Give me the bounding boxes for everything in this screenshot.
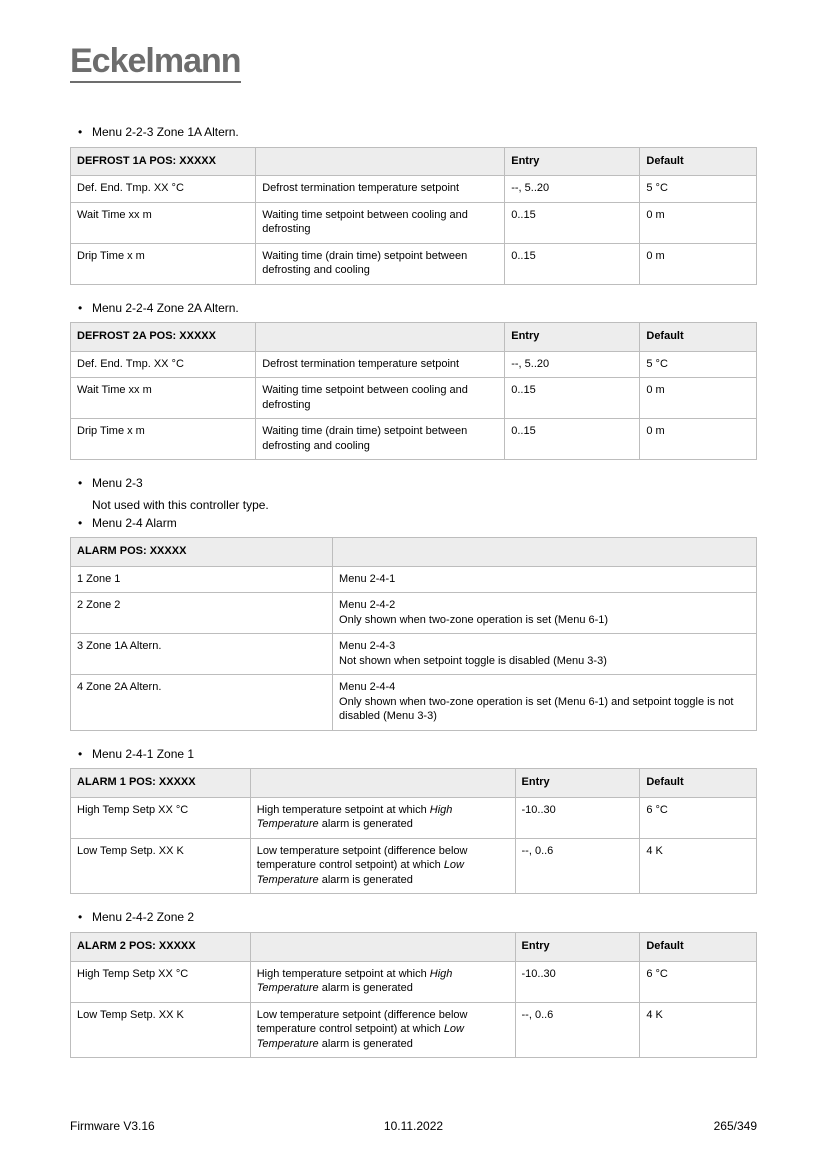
param-entry-cell: 0..15 bbox=[505, 243, 640, 284]
bullet-menu-2-2-4 bbox=[78, 301, 757, 317]
bullet-label: Menu 2-2-3 Zone 1A Altern. bbox=[92, 125, 239, 139]
menu-ref-line1: Menu 2-4-1 bbox=[339, 572, 396, 585]
table-row bbox=[71, 351, 757, 378]
menu-ref-line2: Not shown when setpoint toggle is disabled (Menu 3-3) bbox=[339, 654, 607, 667]
param-default-cell: 0 m bbox=[640, 243, 757, 284]
menu-ref-cell bbox=[333, 634, 757, 675]
bullet-icon: • bbox=[78, 476, 83, 491]
menu-item-cell: 3 Zone 1A Altern. bbox=[71, 634, 333, 675]
header-empty-cell bbox=[256, 147, 505, 176]
param-default-cell: 6 °C bbox=[640, 961, 757, 1002]
param-desc-cell: Waiting time setpoint between cooling and defrosting bbox=[256, 202, 505, 243]
param-default-cell: 5 °C bbox=[640, 176, 757, 203]
table-row bbox=[71, 593, 757, 634]
param-entry-cell: 0..15 bbox=[505, 419, 640, 460]
table-title-cell: ALARM POS: XXXXX bbox=[71, 538, 333, 567]
param-default-cell: 0 m bbox=[640, 202, 757, 243]
param-default-cell: 4 K bbox=[640, 838, 757, 894]
desc-text: alarm is generated bbox=[318, 982, 413, 995]
param-entry-cell: --, 0..6 bbox=[515, 1002, 640, 1058]
param-desc-cell: Waiting time setpoint between cooling and defrosting bbox=[256, 378, 505, 419]
header-entry-cell: Entry bbox=[505, 323, 640, 352]
menu-ref-cell bbox=[333, 566, 757, 593]
menu-ref-line2: Only shown when two-zone operation is set (Menu 6-1) and setpoint toggle is not disabled (Menu 3-3) bbox=[339, 695, 734, 723]
param-name-cell: Def. End. Tmp. XX °C bbox=[71, 176, 256, 203]
table-title-cell: ALARM 2 POS: XXXXX bbox=[71, 933, 251, 962]
param-name-cell: Wait Time xx m bbox=[71, 202, 256, 243]
header-entry-cell: Entry bbox=[515, 769, 640, 798]
bullet-menu-2-3 bbox=[78, 476, 757, 492]
footer-firmware-version: Firmware V3.16 bbox=[70, 1119, 155, 1133]
param-default-cell: 0 m bbox=[640, 378, 757, 419]
desc-text: alarm is generated bbox=[318, 873, 413, 886]
table-defrost-2a bbox=[70, 322, 757, 460]
param-desc-cell bbox=[250, 838, 515, 894]
table-row bbox=[71, 419, 757, 460]
table-header-row bbox=[71, 147, 757, 176]
table-row bbox=[71, 176, 757, 203]
table-header-row bbox=[71, 769, 757, 798]
param-entry-cell: 0..15 bbox=[505, 202, 640, 243]
table-header-row bbox=[71, 538, 757, 567]
menu-ref-line1: Menu 2-4-4 bbox=[339, 681, 396, 694]
table-row bbox=[71, 797, 757, 838]
bullet-icon: • bbox=[78, 515, 83, 530]
param-default-cell: 0 m bbox=[640, 419, 757, 460]
bullet-icon: • bbox=[78, 125, 83, 139]
param-entry-cell: --, 5..20 bbox=[505, 351, 640, 378]
table-alarm-2 bbox=[70, 932, 757, 1058]
header-empty-cell bbox=[250, 769, 515, 798]
param-entry-cell: -10..30 bbox=[515, 961, 640, 1002]
bullet-menu-2-4-2 bbox=[78, 910, 757, 926]
param-name-cell: Low Temp Setp. XX K bbox=[71, 1002, 251, 1058]
logo bbox=[70, 44, 757, 83]
table-row bbox=[71, 243, 757, 284]
table-row bbox=[71, 634, 757, 675]
param-name-cell: Drip Time x m bbox=[71, 419, 256, 460]
table-alarm-pos bbox=[70, 537, 757, 731]
footer-page-number: 265/349 bbox=[713, 1119, 757, 1133]
header-empty-cell bbox=[256, 323, 505, 352]
menu-ref-line1: Menu 2-4-3 bbox=[339, 640, 396, 653]
table-row bbox=[71, 566, 757, 593]
param-entry-cell: -10..30 bbox=[515, 797, 640, 838]
bullet-label: Menu 2-4 Alarm bbox=[92, 515, 177, 530]
param-desc-cell bbox=[250, 961, 515, 1002]
param-desc-cell bbox=[250, 1002, 515, 1058]
param-default-cell: 6 °C bbox=[640, 797, 757, 838]
param-desc-cell: Defrost termination temperature setpoint bbox=[256, 176, 505, 203]
bullet-icon: • bbox=[78, 746, 83, 761]
desc-italic-text: Low Temperature bbox=[256, 1023, 464, 1050]
bullet-menu-2-2-3 bbox=[78, 125, 757, 141]
menu-2-3-note: Not used with this controller type. bbox=[92, 497, 269, 512]
param-entry-cell: 0..15 bbox=[505, 378, 640, 419]
desc-text: Low temperature setpoint (difference below temperature control setpoint) at which bbox=[256, 1008, 468, 1036]
param-name-cell: Wait Time xx m bbox=[71, 378, 256, 419]
header-entry-cell: Entry bbox=[515, 933, 640, 962]
desc-text: alarm is generated bbox=[318, 1037, 413, 1050]
table-alarm-1 bbox=[70, 768, 757, 894]
table-title-cell: DEFROST 2A POS: XXXXX bbox=[71, 323, 256, 352]
table-row bbox=[71, 378, 757, 419]
header-default-cell: Default bbox=[640, 769, 757, 798]
bullet-label: Menu 2-4-2 Zone 2 bbox=[92, 910, 195, 925]
bullet-label: Menu 2-4-1 Zone 1 bbox=[92, 746, 195, 761]
desc-text: High temperature setpoint at which bbox=[256, 967, 430, 980]
desc-italic-text: High Temperature bbox=[256, 803, 453, 831]
table-row bbox=[71, 202, 757, 243]
desc-text: Low temperature setpoint (difference below temperature control setpoint) at which bbox=[256, 844, 468, 872]
param-default-cell: 4 K bbox=[640, 1002, 757, 1058]
table-defrost-1a bbox=[70, 147, 757, 285]
param-desc-cell: Waiting time (drain time) setpoint between defrosting and cooling bbox=[256, 419, 505, 460]
bullet-icon: • bbox=[78, 910, 83, 925]
desc-text: alarm is generated bbox=[318, 818, 413, 831]
param-name-cell: High Temp Setp XX °C bbox=[71, 797, 251, 838]
table-title-cell: DEFROST 1A POS: XXXXX bbox=[71, 147, 256, 176]
table-header-row bbox=[71, 323, 757, 352]
header-empty-cell bbox=[250, 933, 515, 962]
bullet-icon: • bbox=[78, 300, 83, 315]
menu-ref-cell bbox=[333, 675, 757, 731]
desc-italic-text: Low Temperature bbox=[256, 859, 464, 886]
table-row bbox=[71, 838, 757, 894]
bullet-menu-2-4 bbox=[78, 516, 757, 532]
table-header-row bbox=[71, 933, 757, 962]
param-desc-cell: Defrost termination temperature setpoint bbox=[256, 351, 505, 378]
header-default-cell: Default bbox=[640, 323, 757, 352]
eckelmann-logo-text: Eckelmann bbox=[70, 44, 241, 83]
table-row bbox=[71, 675, 757, 731]
param-desc-cell: Waiting time (drain time) setpoint between defrosting and cooling bbox=[256, 243, 505, 284]
header-entry-cell: Entry bbox=[505, 147, 640, 176]
param-default-cell: 5 °C bbox=[640, 351, 757, 378]
menu-ref-line1: Menu 2-4-2 bbox=[339, 599, 396, 612]
param-name-cell: Def. End. Tmp. XX °C bbox=[71, 351, 256, 378]
table-row bbox=[71, 961, 757, 1002]
param-entry-cell: --, 5..20 bbox=[505, 176, 640, 203]
page-footer bbox=[70, 1119, 757, 1133]
desc-italic-text: High Temperature bbox=[256, 967, 453, 995]
bullet-menu-2-4-1 bbox=[78, 747, 757, 763]
menu-ref-cell bbox=[333, 593, 757, 634]
menu-item-cell: 2 Zone 2 bbox=[71, 593, 333, 634]
param-name-cell: High Temp Setp XX °C bbox=[71, 961, 251, 1002]
header-default-cell: Default bbox=[640, 147, 757, 176]
menu-item-cell: 4 Zone 2A Altern. bbox=[71, 675, 333, 731]
footer-date: 10.11.2022 bbox=[383, 1119, 444, 1133]
param-name-cell: Low Temp Setp. XX K bbox=[71, 838, 251, 894]
header-default-cell: Default bbox=[640, 933, 757, 962]
header-empty-cell bbox=[333, 538, 757, 567]
param-entry-cell: --, 0..6 bbox=[515, 838, 640, 894]
table-row bbox=[71, 1002, 757, 1058]
menu-item-cell: 1 Zone 1 bbox=[71, 566, 333, 593]
table-title-cell: ALARM 1 POS: XXXXX bbox=[71, 769, 251, 798]
bullet-label: Menu 2-3 bbox=[92, 476, 143, 491]
menu-ref-line2: Only shown when two-zone operation is set (Menu 6-1) bbox=[339, 613, 609, 626]
param-name-cell: Drip Time x m bbox=[71, 243, 256, 284]
bullet-label: Menu 2-2-4 Zone 2A Altern. bbox=[92, 300, 239, 315]
param-desc-cell bbox=[250, 797, 515, 838]
desc-text: High temperature setpoint at which bbox=[256, 803, 430, 816]
